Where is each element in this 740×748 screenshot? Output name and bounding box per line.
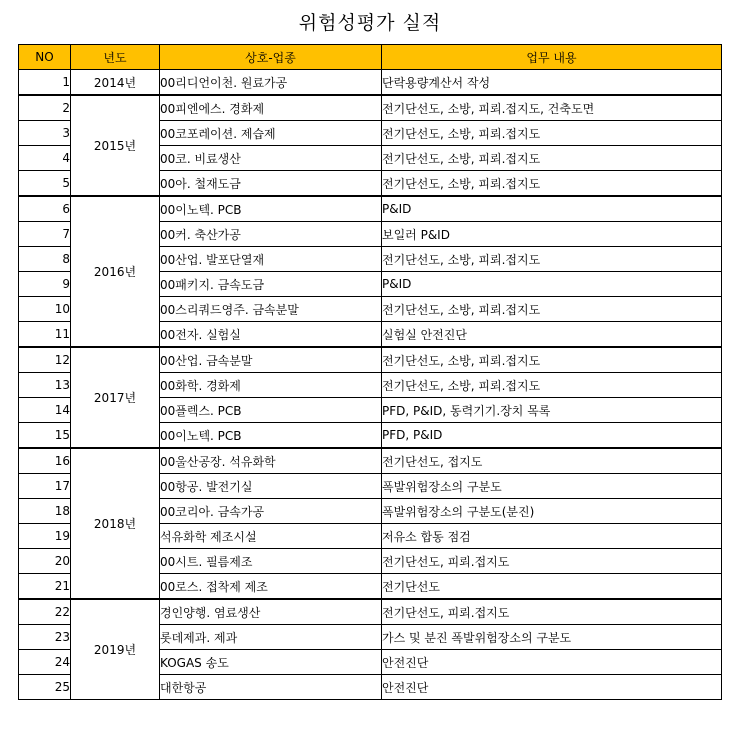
company-cell: 00로스. 접착제 제조 bbox=[160, 574, 382, 600]
company-cell: 대한항공 bbox=[160, 675, 382, 700]
row-number: 17 bbox=[19, 474, 71, 499]
work-cell: PFD, P&ID, 동력기기.장치 목록 bbox=[382, 398, 722, 423]
table-row bbox=[19, 599, 722, 625]
row-number: 16 bbox=[19, 448, 71, 474]
company-cell: 00시트. 필름제조 bbox=[160, 549, 382, 574]
header-year: 년도 bbox=[71, 45, 160, 70]
year-cell: 2016년 bbox=[71, 196, 160, 347]
year-cell: 2015년 bbox=[71, 95, 160, 196]
year-cell: 2019년 bbox=[71, 599, 160, 700]
row-number: 23 bbox=[19, 625, 71, 650]
company-cell: 00코. 비료생산 bbox=[160, 146, 382, 171]
work-cell: 전기단선도, 소방, 피뢰.접지도 bbox=[382, 146, 722, 171]
work-cell: 보일러 P&ID bbox=[382, 222, 722, 247]
row-number: 3 bbox=[19, 121, 71, 146]
company-cell: 00항공. 발전기실 bbox=[160, 474, 382, 499]
row-number: 4 bbox=[19, 146, 71, 171]
row-number: 15 bbox=[19, 423, 71, 449]
company-cell: 00플렉스. PCB bbox=[160, 398, 382, 423]
page-title: 위험성평가 실적 bbox=[298, 12, 442, 34]
company-cell: 00커. 축산가공 bbox=[160, 222, 382, 247]
row-number: 25 bbox=[19, 675, 71, 700]
header-row bbox=[19, 45, 722, 70]
year-cell: 2018년 bbox=[71, 448, 160, 599]
work-cell: 전기단선도, 소방, 피뢰.접지도 bbox=[382, 297, 722, 322]
row-number: 13 bbox=[19, 373, 71, 398]
year-cell: 2014년 bbox=[71, 70, 160, 96]
table-row bbox=[19, 448, 722, 474]
row-number: 5 bbox=[19, 171, 71, 197]
company-cell: 00리디언이천. 원료가공 bbox=[160, 70, 382, 96]
row-number: 2 bbox=[19, 95, 71, 121]
table-row bbox=[19, 70, 722, 96]
work-cell: 전기단선도, 피뢰.접지도 bbox=[382, 599, 722, 625]
company-cell: 석유화학 제조시설 bbox=[160, 524, 382, 549]
work-cell: 가스 및 분진 폭발위험장소의 구분도 bbox=[382, 625, 722, 650]
row-number: 11 bbox=[19, 322, 71, 348]
row-number: 21 bbox=[19, 574, 71, 600]
table-row bbox=[19, 95, 722, 121]
work-cell: PFD, P&ID bbox=[382, 423, 722, 449]
work-cell: 단락용량계산서 작성 bbox=[382, 70, 722, 96]
work-cell: 전기단선도, 소방, 피뢰.접지도 bbox=[382, 373, 722, 398]
table-body bbox=[19, 70, 722, 700]
work-cell: P&ID bbox=[382, 196, 722, 222]
work-cell: 전기단선도, 접지도 bbox=[382, 448, 722, 474]
work-cell: 전기단선도, 소방, 피뢰.접지도, 건축도면 bbox=[382, 95, 722, 121]
company-cell: 00이노텍. PCB bbox=[160, 196, 382, 222]
row-number: 20 bbox=[19, 549, 71, 574]
company-cell: 00산업. 금속분말 bbox=[160, 347, 382, 373]
results-table bbox=[18, 44, 722, 700]
table-row bbox=[19, 347, 722, 373]
work-cell: 폭발위험장소의 구분도(분진) bbox=[382, 499, 722, 524]
row-number: 8 bbox=[19, 247, 71, 272]
company-cell: 00이노텍. PCB bbox=[160, 423, 382, 449]
row-number: 10 bbox=[19, 297, 71, 322]
row-number: 18 bbox=[19, 499, 71, 524]
row-number: 19 bbox=[19, 524, 71, 549]
work-cell: 안전진단 bbox=[382, 650, 722, 675]
row-number: 12 bbox=[19, 347, 71, 373]
company-cell: 00울산공장. 석유화학 bbox=[160, 448, 382, 474]
year-cell: 2017년 bbox=[71, 347, 160, 448]
row-number: 9 bbox=[19, 272, 71, 297]
row-number: 7 bbox=[19, 222, 71, 247]
work-cell: 전기단선도, 소방, 피뢰.접지도 bbox=[382, 247, 722, 272]
work-cell: 전기단선도, 소방, 피뢰.접지도 bbox=[382, 347, 722, 373]
work-cell: 전기단선도, 소방, 피뢰.접지도 bbox=[382, 121, 722, 146]
row-number: 22 bbox=[19, 599, 71, 625]
company-cell: 롯데제과. 제과 bbox=[160, 625, 382, 650]
company-cell: 00아. 철재도금 bbox=[160, 171, 382, 197]
work-cell: 전기단선도, 피뢰.접지도 bbox=[382, 549, 722, 574]
table-row bbox=[19, 196, 722, 222]
row-number: 6 bbox=[19, 196, 71, 222]
company-cell: KOGAS 송도 bbox=[160, 650, 382, 675]
row-number: 24 bbox=[19, 650, 71, 675]
row-number: 1 bbox=[19, 70, 71, 96]
work-cell: P&ID bbox=[382, 272, 722, 297]
work-cell: 전기단선도, 소방, 피뢰.접지도 bbox=[382, 171, 722, 197]
company-cell: 00패키지. 금속도금 bbox=[160, 272, 382, 297]
header-work: 업무 내용 bbox=[382, 45, 722, 70]
header-no: NO bbox=[19, 45, 71, 70]
work-cell: 저유소 합동 점검 bbox=[382, 524, 722, 549]
work-cell: 폭발위험장소의 구분도 bbox=[382, 474, 722, 499]
work-cell: 실험실 안전진단 bbox=[382, 322, 722, 348]
company-cell: 00피엔에스. 경화제 bbox=[160, 95, 382, 121]
company-cell: 00스리쿼드영주. 금속분말 bbox=[160, 297, 382, 322]
work-cell: 전기단선도 bbox=[382, 574, 722, 600]
row-number: 14 bbox=[19, 398, 71, 423]
company-cell: 00산업. 발포단열재 bbox=[160, 247, 382, 272]
company-cell: 00코포레이션. 제습제 bbox=[160, 121, 382, 146]
company-cell: 경인양행. 염료생산 bbox=[160, 599, 382, 625]
company-cell: 00화학. 경화제 bbox=[160, 373, 382, 398]
company-cell: 00전자. 실험실 bbox=[160, 322, 382, 348]
header-company: 상호-업종 bbox=[160, 45, 382, 70]
work-cell: 안전진단 bbox=[382, 675, 722, 700]
company-cell: 00코리아. 금속가공 bbox=[160, 499, 382, 524]
